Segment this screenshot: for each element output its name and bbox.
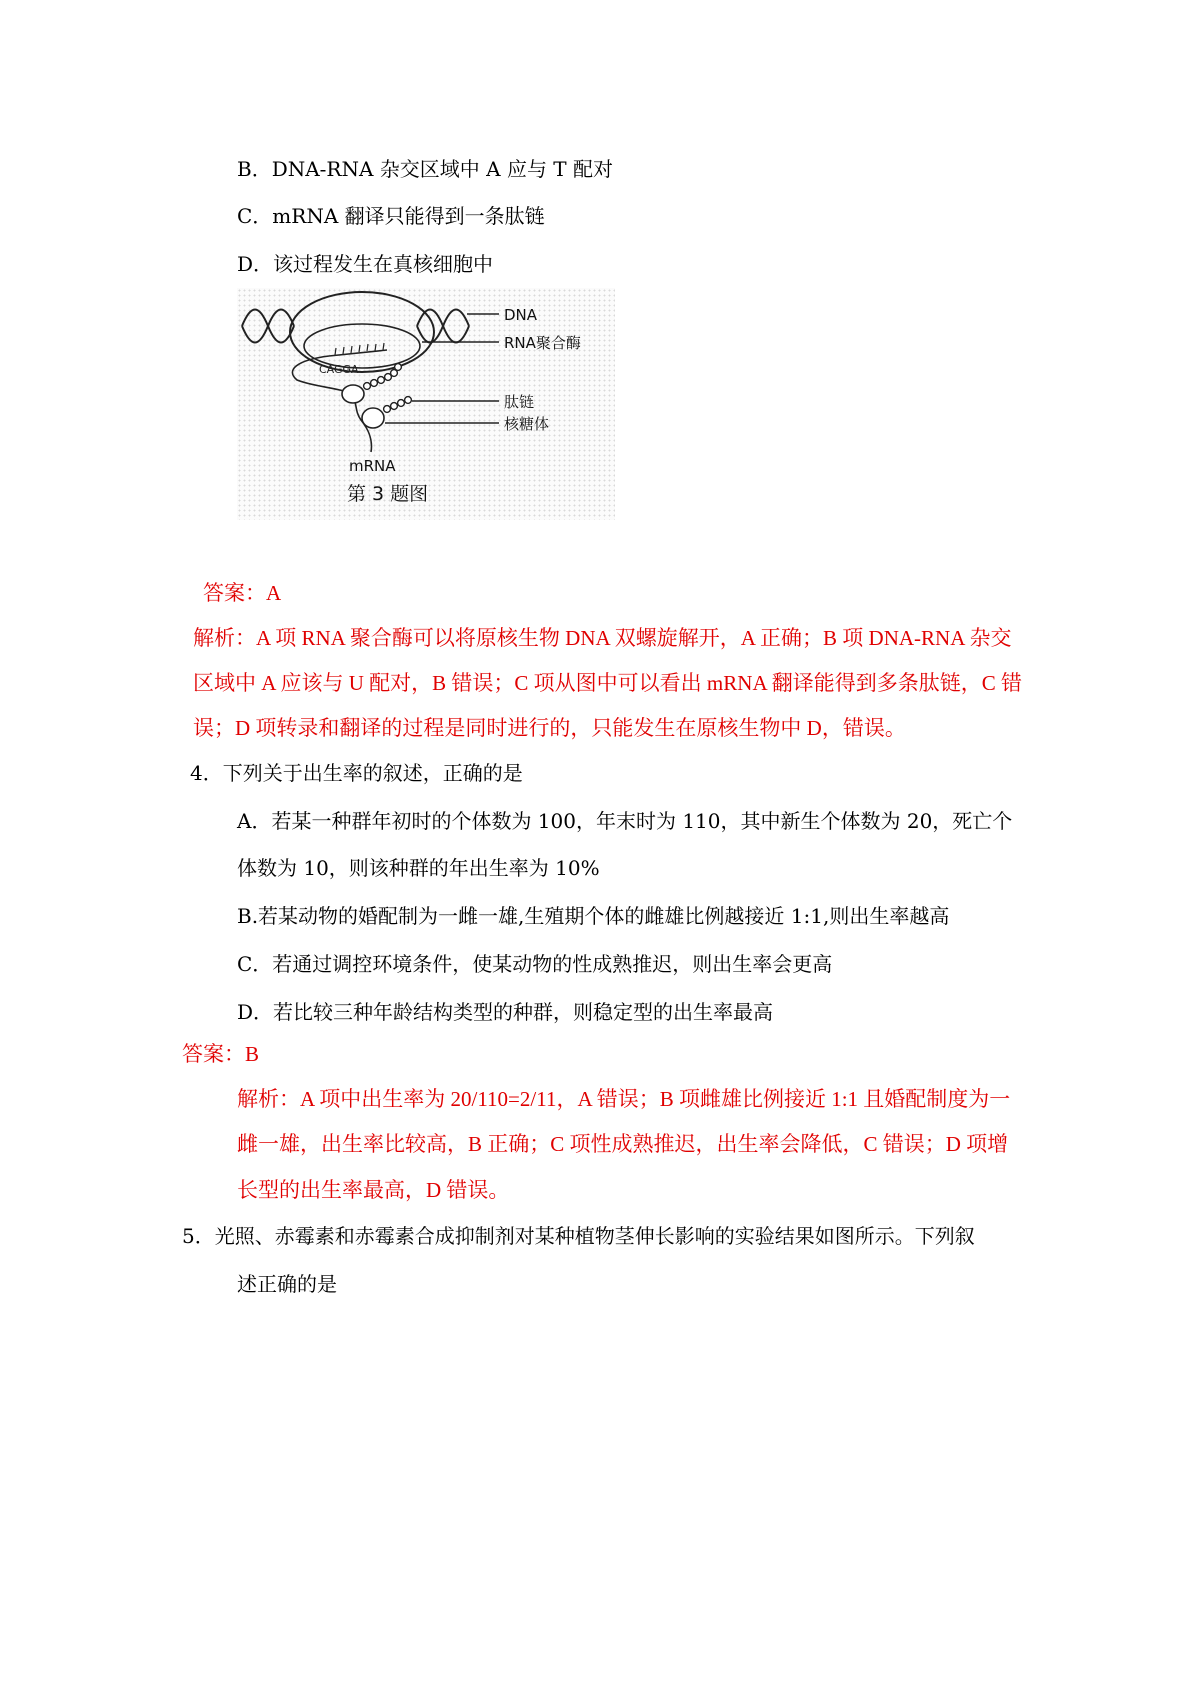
q4-option-b: B.若某动物的婚配制为一雌一雄,生殖期个体的雌雄比例越接近 1:1,则出生率越高: [237, 904, 950, 928]
dna-label: DNA: [504, 306, 538, 324]
q4-answer: 答案：B: [182, 1042, 260, 1066]
mrna-label: mRNA: [349, 457, 396, 475]
figure-caption: 第 3 题图: [347, 483, 429, 505]
rna-polymerase-label: RNA聚合酶: [504, 334, 581, 352]
q3-figure: [237, 288, 615, 520]
q3-answer: 答案：A: [203, 581, 282, 605]
q3-option-d: D．该过程发生在真核细胞中: [237, 252, 494, 276]
q4-analysis-line-3: 长型的出生率最高，D 错误。: [237, 1178, 510, 1202]
sequence-label: CAGGA: [319, 363, 359, 376]
q3-option-b: B．DNA-RNA 杂交区域中 A 应与 T 配对: [237, 157, 614, 181]
q4-stem: 4．下列关于出生率的叙述，正确的是: [190, 761, 523, 785]
transcription-translation-diagram: [237, 288, 615, 520]
q5-stem-line-1: 5．光照、赤霉素和赤霉素合成抑制剂对某种植物茎伸长影响的实验结果如图所示。下列叙: [182, 1224, 975, 1248]
peptide-label: 肽链: [504, 393, 535, 411]
q4-option-a-line-1: A．若某一种群年初时的个体数为 100，年末时为 110，其中新生个体数为 20，死亡个: [237, 809, 1013, 833]
q4-analysis-line-1: 解析：A 项中出生率为 20/110=2/11，A 错误；B 项雌雄比例接近 1:1 且婚配制度为一: [237, 1087, 1011, 1111]
q4-option-d: D．若比较三种年龄结构类型的种群，则稳定型的出生率最高: [237, 1000, 774, 1024]
q4-option-c: C．若通过调控环境条件，使某动物的性成熟推迟，则出生率会更高: [237, 952, 833, 976]
q3-analysis-line-2: 区域中 A 应该与 U 配对，B 错误；C 项从图中可以看出 mRNA 翻译能得到多条肽链，C 错: [193, 671, 1022, 695]
q3-analysis-line-3: 误；D 项转录和翻译的过程是同时进行的，只能发生在原核生物中 D，错误。: [193, 716, 906, 740]
q3-option-c: C．mRNA 翻译只能得到一条肽链: [237, 204, 545, 228]
q5-stem-line-2: 述正确的是: [237, 1272, 337, 1296]
ribosome-label: 核糖体: [504, 415, 550, 433]
q3-analysis-line-1: 解析：A 项 RNA 聚合酶可以将原核生物 DNA 双螺旋解开，A 正确；B 项 DNA-RNA 杂交: [193, 626, 1012, 650]
q4-analysis-line-2: 雌一雄，出生率比较高，B 正确；C 项性成熟推迟，出生率会降低，C 错误；D 项增: [237, 1132, 1009, 1156]
q4-option-a-line-2: 体数为 10，则该种群的年出生率为 10%: [237, 856, 600, 880]
